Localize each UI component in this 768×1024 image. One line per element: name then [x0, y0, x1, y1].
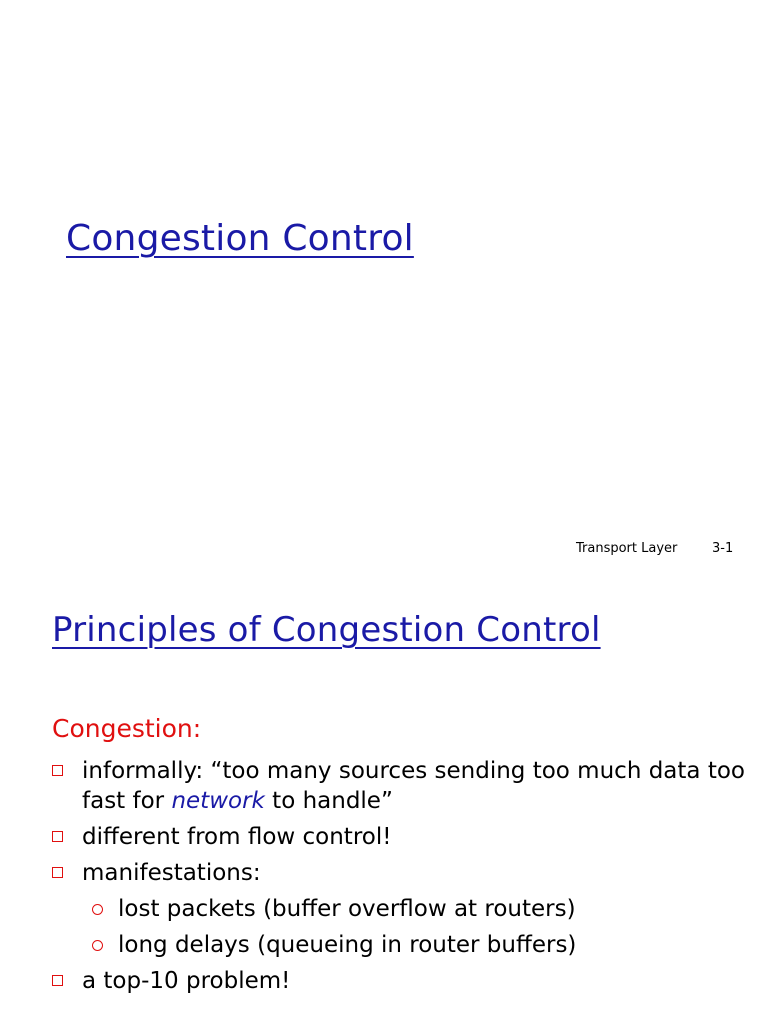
square-bullet-icon	[52, 975, 63, 986]
circle-bullet-icon	[92, 904, 103, 915]
square-bullet-icon	[52, 867, 63, 878]
bullet-list	[50, 756, 750, 1002]
bullet-item-top-10	[50, 966, 750, 996]
sub-bullet-text: lost packets (buffer overflow at routers)	[118, 896, 576, 922]
circle-bullet-icon	[92, 940, 103, 951]
square-bullet-icon	[52, 765, 63, 776]
slide-1-title: Congestion Control	[66, 218, 414, 259]
bullet-text: to handle”	[264, 788, 393, 814]
bullet-text: manifestations:	[82, 860, 261, 886]
slide-footer-label: Transport Layer	[576, 541, 678, 556]
bullet-emphasis: network	[171, 788, 265, 814]
bullet-item-informally	[50, 756, 750, 816]
bullet-text: a top-10 problem!	[82, 968, 291, 994]
sub-bullet-text: long delays (queueing in router buffers)	[118, 932, 577, 958]
bullet-item-flow-control	[50, 822, 750, 852]
bullet-text: different from flow control!	[82, 824, 392, 850]
square-bullet-icon	[52, 831, 63, 842]
sub-bullet-item-long-delays	[86, 930, 750, 960]
sub-bullet-list	[82, 894, 750, 960]
sub-bullet-item-lost-packets	[86, 894, 750, 924]
slide-page-number: 3-1	[712, 541, 734, 556]
slide-2	[0, 590, 768, 1024]
slide-2-subhead: Congestion:	[52, 714, 202, 743]
bullet-item-manifestations	[50, 858, 750, 960]
slide-2-title: Principles of Congestion Control	[52, 610, 601, 650]
bullet-text: informally: “too many sources sending too much data too fast for	[82, 758, 745, 814]
